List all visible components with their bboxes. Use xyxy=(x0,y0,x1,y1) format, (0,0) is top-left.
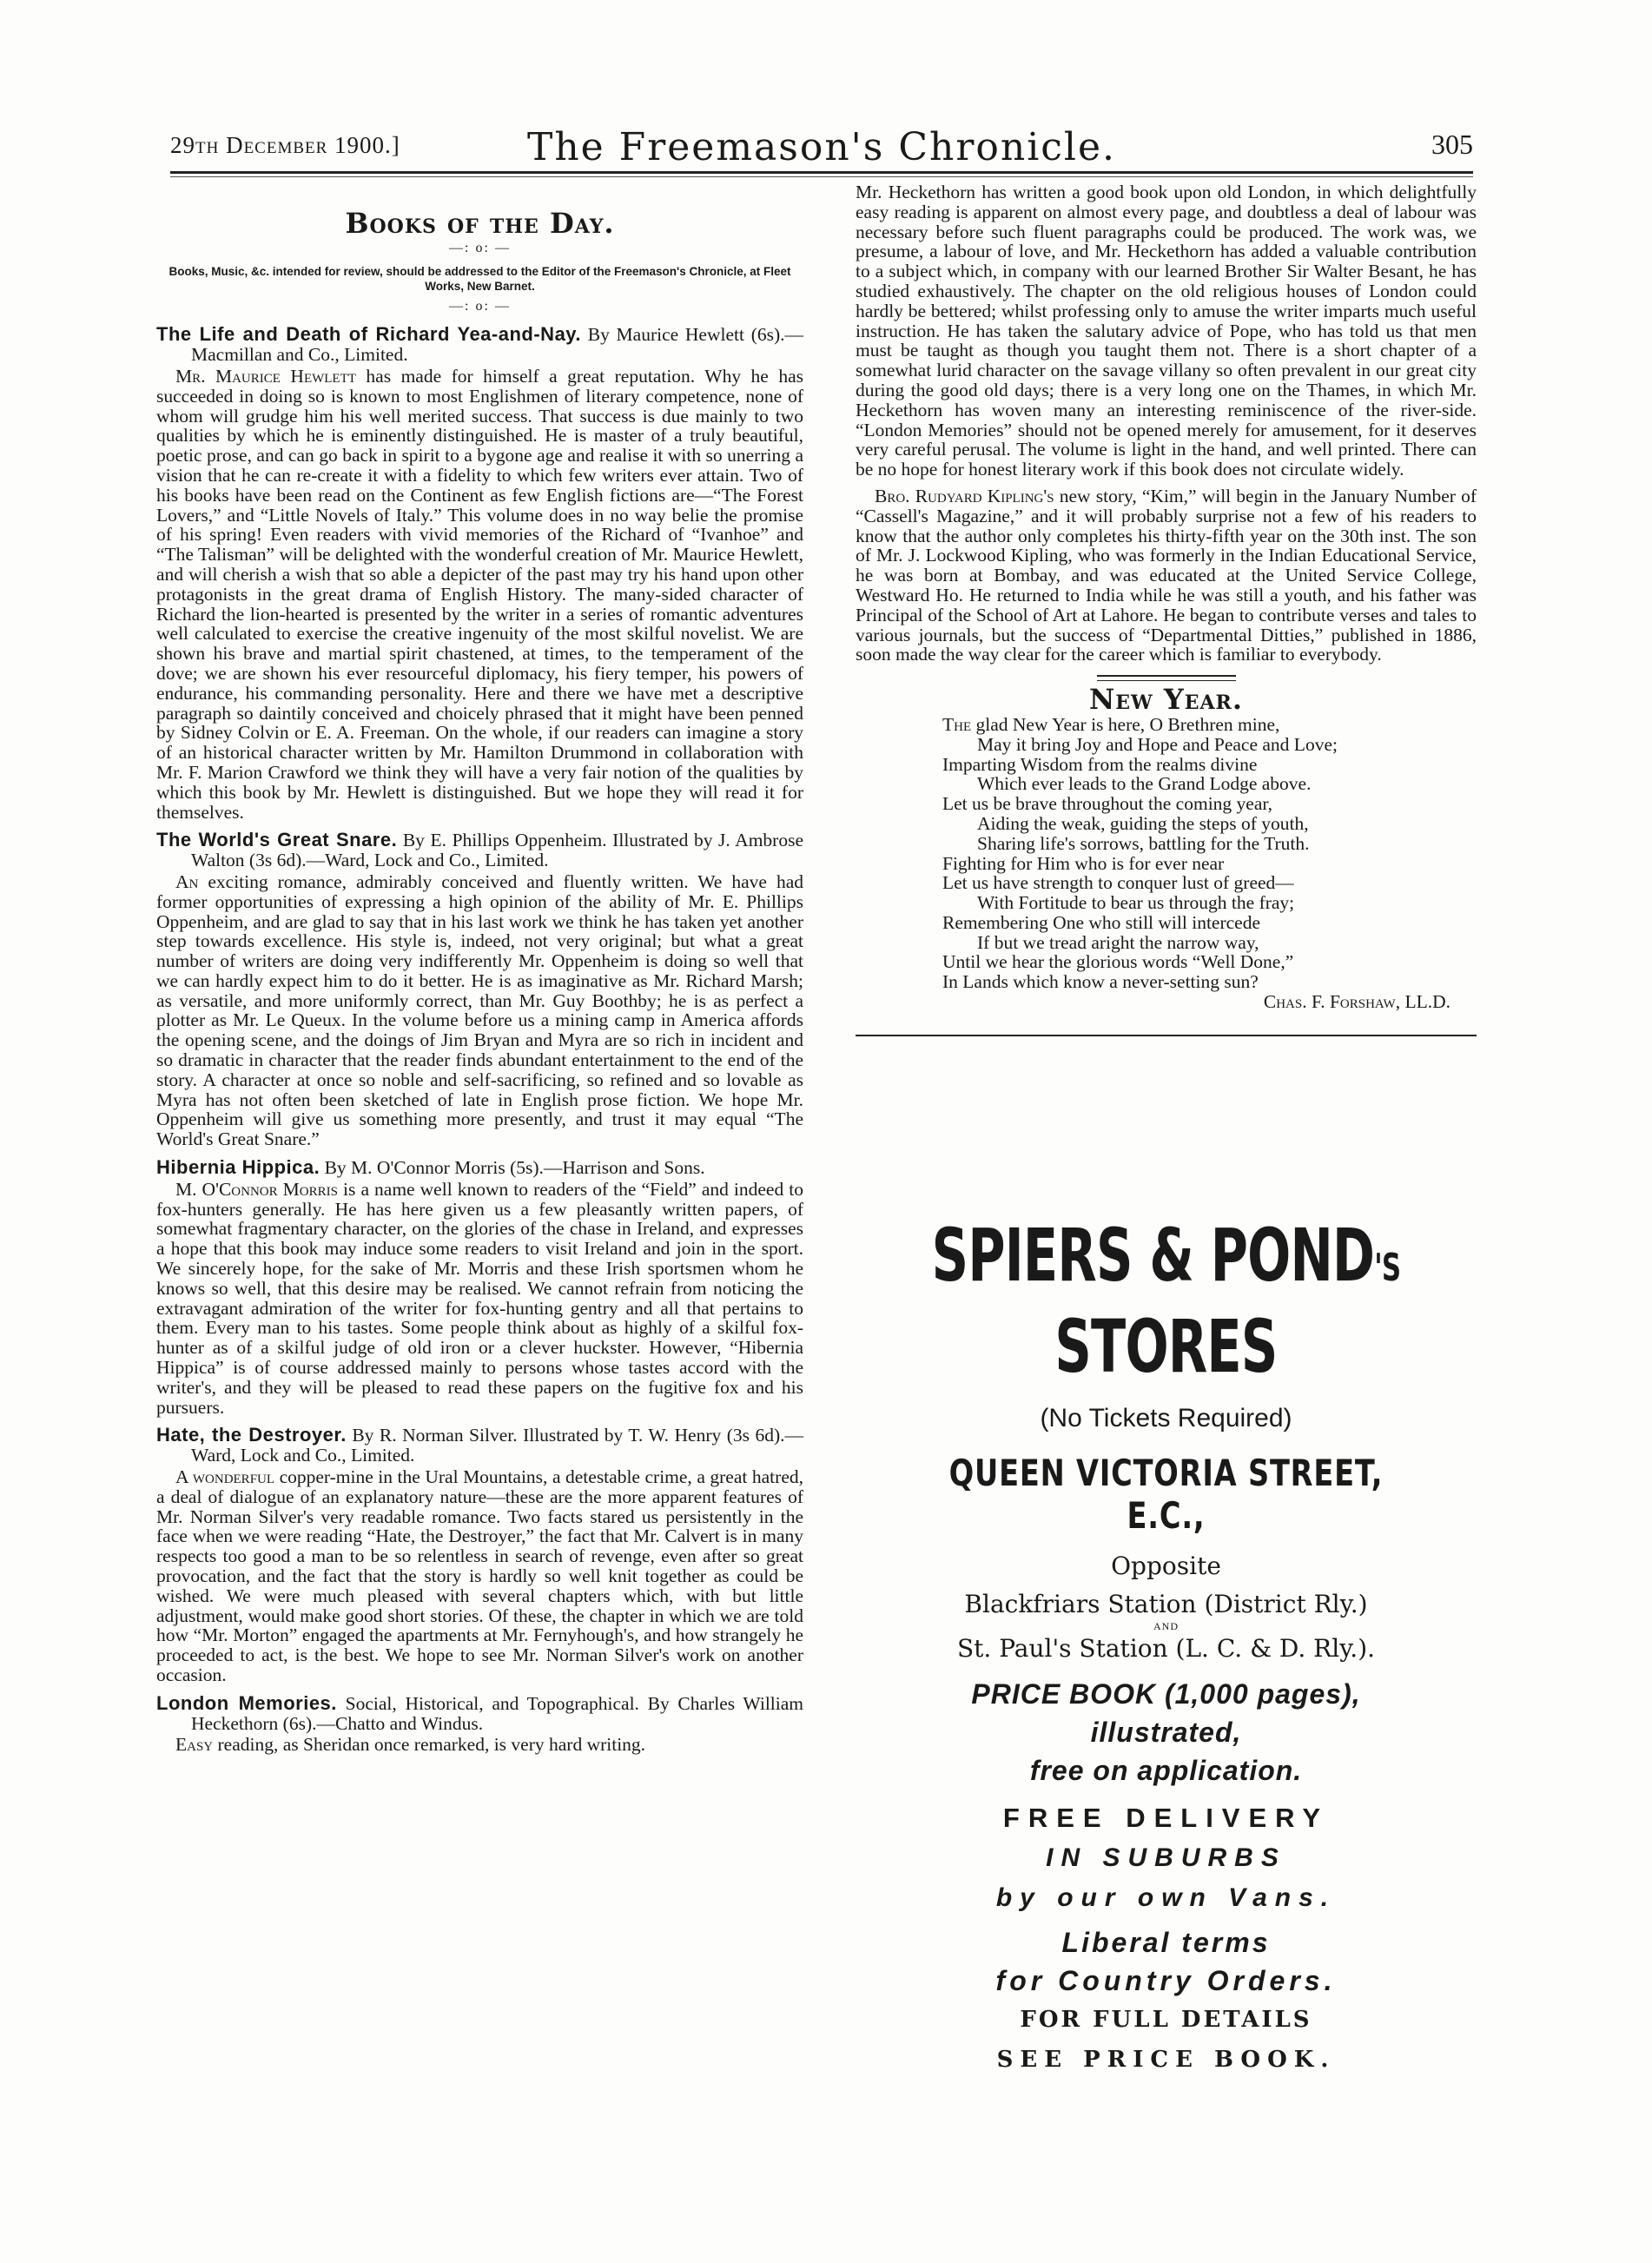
masthead-rule xyxy=(170,171,1473,174)
poem-line: Until we hear the glorious words “Well Done,” xyxy=(942,951,1294,973)
review-byline: By R. Norman Silver. Illustrated by T. W. Henry (3s 6d).—Ward, Lock and Co., Limited. xyxy=(191,1425,804,1466)
poem-first-word: The xyxy=(942,713,972,735)
advert-full-details: FOR FULL DETAILS xyxy=(1020,2007,1312,2033)
advert-price-book: PRICE BOOK (1,000 pages), xyxy=(971,1678,1361,1710)
advert-name-main: SPIERS & POND xyxy=(931,1213,1375,1298)
advert-in-suburbs: IN SUBURBS xyxy=(1046,1843,1286,1872)
kipling-text: new story, “Kim,” will begin in the January Number of “Cassell's Magazine,” and it will probably surprise not a few of his readers to know that the author only completes his thirty-fifth year on the 30th inst. The son of Mr. J. Lockwood Kipling, who was formerly in the Indian Educational Service, he was born at Bombay, and was educated at the United Service College, Westward Ho. He returned to India while he was still a youth, and his father was Principal of the School of Art at Lahore. He began to contribute verses and tales to various journals, but the success of “Departmental Ditties,” published in 1886, soon made the way clear for the career which is familiar to everybody. xyxy=(856,485,1477,665)
poem-line: Remembering One who still will intercede xyxy=(942,911,1261,933)
masthead xyxy=(170,125,1473,169)
issue-date: 29th December 1900.] xyxy=(170,132,400,158)
poem-line: Sharing life's sorrows, battling for the Truth. xyxy=(977,832,1310,854)
poem-line: Fighting for Him who is for ever near xyxy=(942,852,1225,874)
review-text: is a name well known to readers of the “Field” and indeed to fox-hunters generally. He has here given us a few pleasantly written papers, of somewhat fragmentary character, on the glories of the chase in Ireland, and expresses a hope that this book may induce some readers to visit Ireland and join in the sport. We sincerely hope, for the sake of Mr. Morris and these Irish sportsmen whom he knows so well, that this desire may be realised. We cannot refrain from noticing the extravagant admiration of the writer for fox-hunting gentry and all that pertains to them. Every man to his tastes. Some people think about as highly of a skilful fox-hunter as of a skilful judge of old iron or a clever huckster. However, “Hibernia Hippica” is of course addressed mainly to persons whose tastes accord with the writer's, and they will be pleased to read these papers on the fugitive fox and his pursuers. xyxy=(156,1178,804,1418)
review-lead: Mr. Maurice Hewlett xyxy=(175,365,356,387)
publication-title: The Freemason's Chronicle. xyxy=(526,125,1117,169)
poem-signature: Chas. F. Forshaw, LL.D. xyxy=(1263,991,1450,1013)
review-heading xyxy=(156,325,803,365)
review xyxy=(156,830,803,1149)
separator: —: o: — xyxy=(449,298,511,314)
review-heading xyxy=(156,1691,804,1734)
review-lead: Easy xyxy=(175,1734,214,1756)
left-column xyxy=(156,182,803,1758)
review-byline: Social, Historical, and Topographical. By Charles William Heckethorn (6s).—Chatto and Windus. xyxy=(191,1692,804,1734)
review-text: reading, as Sheridan once remarked, is very hard writing. xyxy=(217,1734,646,1756)
poem-line: In Lands which know a never-setting sun? xyxy=(942,971,1259,993)
kipling-lead: Bro. Rudyard Kipling's xyxy=(875,485,1054,506)
review-byline: By M. O'Connor Morris (5s).—Harrison and Sons. xyxy=(324,1157,705,1179)
poem-line: Let us be brave throughout the coming year, xyxy=(942,793,1273,815)
review-lead: An xyxy=(175,870,199,892)
column-rule xyxy=(856,1035,1477,1036)
poem-line xyxy=(942,715,1477,735)
poem-line: Let us have strength to conquer lust of greed— xyxy=(942,872,1294,894)
review-body xyxy=(156,1735,803,1755)
review-text: exciting romance, admirably conceived and fluently written. We have had former opportunities of expressing a high opinion of the ability of Mr. E. Phillips Oppenheim, and are glad to say that in his last work we think he has taken yet another step towards excellence. His style is, indeed, not very original; but what a great number of writers are doing very indifferently Mr. Oppenheim is doing so well that we can hardly expect him to do it better. He is as imaginative as Mr. Richard Marsh; as versatile, and more uniformly correct, than Mr. Guy Boothby; he is as perfect a plotter as Mr. Le Queux. In the volume before us a mining camp in America affords the opening scene, and the doings of Jim Bryan and Myra are so rich in incident and so dramatic in character that the reader finds abundant entertainment to the end of the story. A character at once so noble and self-sacrificing, so refined and so lovable as Myra has not often been sketched of late in English prose fiction. We hope Mr. Oppenheim will give us something more presently, and trust it may equal “The World's Great Snare.” xyxy=(156,870,803,1150)
poem-line: May it bring Joy and Hope and Peace and Love; xyxy=(977,733,1338,755)
advert-illustrated: illustrated, xyxy=(1090,1717,1242,1748)
masthead-rule-thin xyxy=(170,176,1473,177)
review-body xyxy=(156,1180,803,1418)
advert-and: AND xyxy=(1153,1620,1179,1632)
review-byline: By Maurice Hewlett (6s).—Macmillan and Co., Limited. xyxy=(191,324,803,366)
advert-opposite: Opposite xyxy=(1111,1552,1221,1580)
review-title: The Life and Death of Richard Yea-and-Nay. xyxy=(156,323,582,346)
advert-name-suffix: 'S xyxy=(1374,1246,1401,1290)
review-title: Hate, the Destroyer. xyxy=(156,1424,347,1446)
advert-street: QUEEN VICTORIA STREET, E.C., xyxy=(948,1452,1384,1537)
review xyxy=(156,325,803,822)
review-body xyxy=(156,1467,803,1685)
poem-title: New Year. xyxy=(1089,683,1243,717)
review-lead: M. O'Connor Morris xyxy=(175,1178,338,1200)
kipling-note xyxy=(856,486,1477,665)
advert-country-orders: for Country Orders. xyxy=(995,1965,1337,1996)
advert-no-tickets: (No Tickets Required) xyxy=(1040,1404,1292,1433)
advert-liberal-terms: Liberal terms xyxy=(1061,1927,1271,1958)
advert-free-delivery: FREE DELIVERY xyxy=(1002,1803,1330,1833)
poem-line: If but we tread aright the narrow way, xyxy=(977,931,1259,953)
review-lead: A wonderful xyxy=(175,1466,275,1488)
poem xyxy=(942,715,1477,992)
review-continuation: Mr. Heckethorn has written a good book upon old London, in which delightfully easy reading is apparent on almost every page, and doubtless a deal of labour was necessary before such fluent paragraphs could be produced. The work was, we presume, a labour of love, and Mr. Heckethorn has added a valuable contribution to a subject which, in company with our learned Brother Sir Walter Besant, he has studied exhaustively. The chapter on the old religious houses of London could hardly be bettered; whilst professing only to amuse the writer imparts much useful instruction. He has taken the salutary advice of Pope, who has told us that men must be taught as though you taught them not. There is a short chapter of a somewhat lurid character on the savage villany so often prevalent in our great city during the good old days; there is a very long one on the Thames, in which Mr. Heckethorn has woven many an interesting reminiscence of the river-side. “London Memories” should not be opened merely for amusement, for it deserves very careful perusal. The volume is light in the hand, and well printed. There can be no hope for honest literary work if this book does not circulate widely. xyxy=(856,182,1477,480)
page-number: 305 xyxy=(1431,129,1473,160)
review-heading xyxy=(156,1426,803,1466)
poem-line-text: glad New Year is here, O Brethren mine, xyxy=(971,713,1280,735)
poem-line: With Fortitude to bear us through the fray; xyxy=(977,892,1295,914)
review-byline: By E. Phillips Oppenheim. Illustrated by J. Ambrose Walton (3s 6d).—Ward, Lock and Co., Limited. xyxy=(191,830,803,871)
review-heading xyxy=(156,1158,803,1178)
advert-own-vans: by our own Vans. xyxy=(995,1883,1337,1912)
advert-station-st-pauls: St. Paul's Station (L. C. & D. Rly.). xyxy=(956,1634,1376,1663)
advert-free-application: free on application. xyxy=(1029,1755,1303,1786)
section-title: Books of the Day. xyxy=(345,207,615,240)
review xyxy=(156,1691,804,1756)
review xyxy=(156,1158,803,1417)
poem-line: Aiding the weak, guiding the steps of youth, xyxy=(977,812,1309,834)
poem-line: Imparting Wisdom from the realms divine xyxy=(942,753,1258,775)
spiers-pond-advert xyxy=(856,1213,1477,2080)
advert-name xyxy=(924,1213,1409,1307)
review-body xyxy=(156,367,803,822)
review-heading xyxy=(156,830,803,870)
review-title: The World's Great Snare. xyxy=(156,829,398,851)
advert-stores: STORES xyxy=(1054,1304,1278,1389)
separator: —: o: — xyxy=(449,240,511,255)
advert-see-price-book: SEE PRICE BOOK. xyxy=(996,2047,1336,2073)
review-notice: Books, Music, &c. intended for review, should be addressed to the Editor of the Freemason's Chronicle, at Fleet Works, New Barnet. xyxy=(169,264,791,293)
review-title: Hibernia Hippica. xyxy=(156,1156,320,1179)
review-text: has made for himself a great reputation. Why he has succeeded in doing so is known to most Englishmen of literary competence, none of whom will grudge him his well merited success. That success is due mainly to two qualities by which he is eminently distinguished. He is master of a truly beautiful, poetic prose, and can go back in spirit to a bygone age and realise it with so unerring a vision that he can re-create it with a fidelity to which few writers ever attain. Two of his books have been read on the Continent as few English fictions are—“The Forest Lovers,” and “Little Novels of Italy.” This volume does in no way belie the promise of his spring! Even readers with vivid memories of the Richard of “Ivanhoe” and “The Talisman” will be delighted with the wonderful creation of Mr. Maurice Hewlett, and will cherish a wish that so able a depicter of the past may try his hand upon other protagonists in the great drama of English History. The many-sided character of Richard the lion-hearted is presented by the writer in a series of romantic adventures well calculated to exercise the creative ingenuity of the most skilful novelist. We are shown his brave and martial spirit chastened, at times, to the temperament of the dove; we are shown his ever resourceful diplomacy, his fiery temper, his powers of endurance, his commanding personality. Here and there we have met a descriptive paragraph so daintily conceived and choicely phrased that it might have been penned by Sidney Colvin or E. A. Freeman. On the whole, if our readers can imagine a story of an historical character written by Mr. Hamilton Drummond in collaboration with Mr. F. Marion Crawford we think they will have a very fair notion of the qualities by which this book by Mr. Hewlett is distinguished. But we hope they will read it for themselves. xyxy=(156,365,804,823)
section-divider xyxy=(1097,675,1236,681)
review xyxy=(156,1426,803,1684)
review-body xyxy=(156,872,803,1149)
review-text: copper-mine in the Ural Mountains, a detestable crime, a great hatred, a deal of dialogue of an explanatory nature—these are the more apparent features of Mr. Norman Silver's very readable romance. Two facts stared us persistently in the face when we were reading “Hate, the Destroyer,” the fact that Mr. Calvert is in many respects too good a man to be so relentless in search of revenge, even after so great provocation, and the fact that the story is hardly so well knit together as could be wished. We were much pleased with several chapters which, with but little adjustment, would make good short stories. Of these, the chapter in which we are told how “Mr. Morton” engaged the apartments at Mr. Fernyhough's, and how strangely he proceeded to act, is the best. We hope to see Mr. Norman Silver's work on another occasion. xyxy=(156,1466,803,1685)
right-column xyxy=(856,182,1477,1036)
advert-station-blackfriars: Blackfriars Station (District Rly.) xyxy=(964,1590,1368,1618)
review-title: London Memories. xyxy=(156,1691,337,1714)
poem-line: Which ever leads to the Grand Lodge above. xyxy=(977,773,1312,795)
